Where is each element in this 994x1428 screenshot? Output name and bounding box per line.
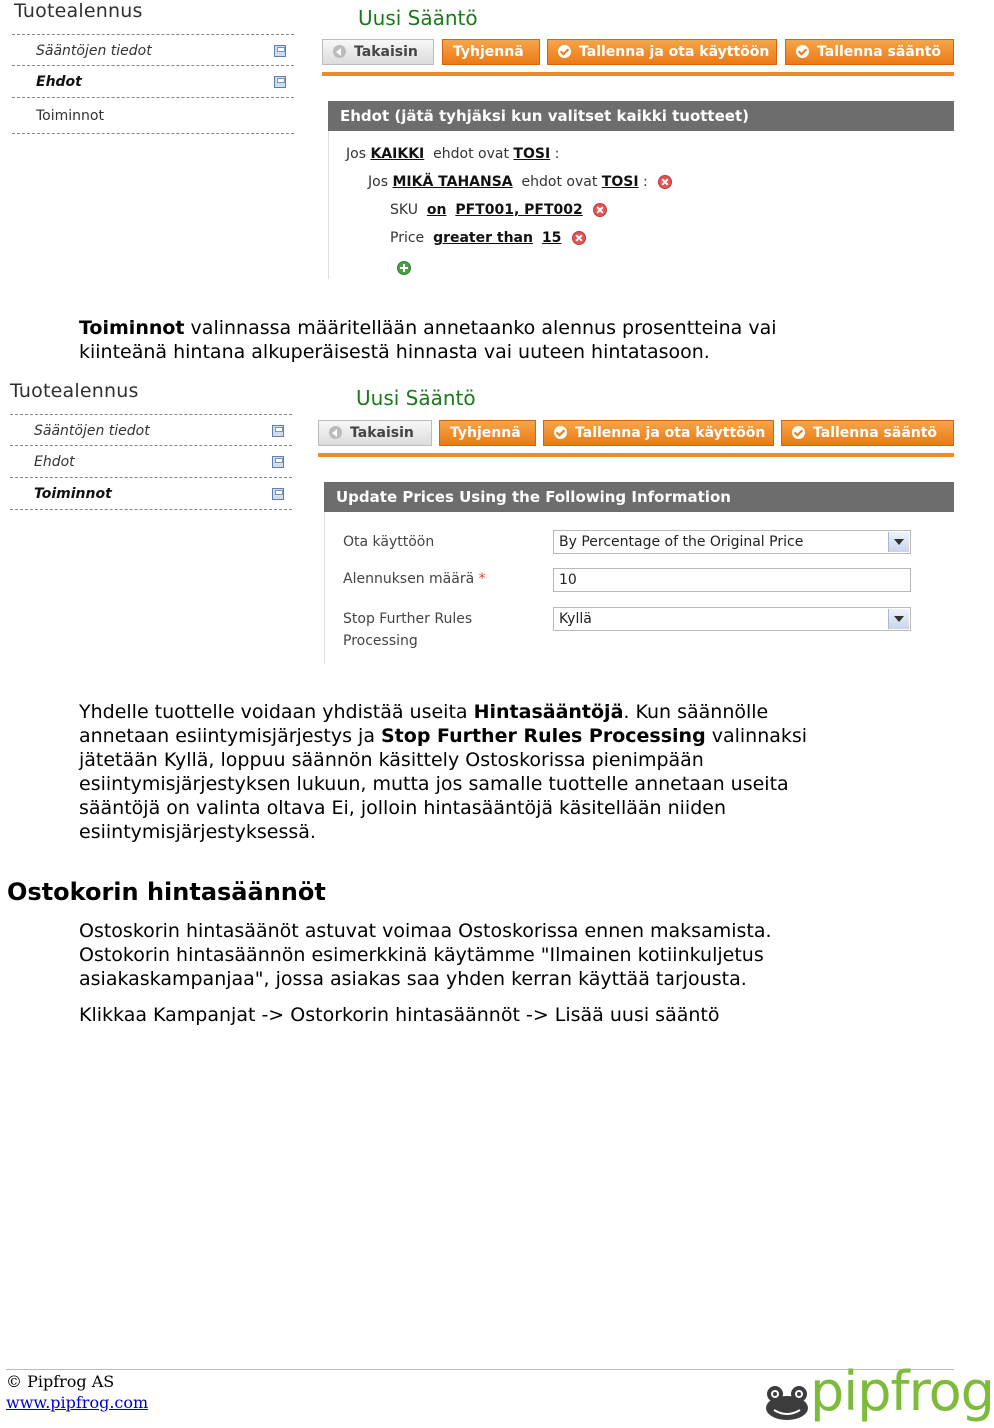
divider: [318, 453, 954, 457]
stop-processing-select[interactable]: Kyllä: [553, 607, 911, 631]
condition-root: Jos KAIKKI ehdot ovat TOSI :: [346, 146, 560, 162]
save-icon: [272, 456, 284, 468]
sidebar: [12, 34, 294, 134]
remove-icon[interactable]: [593, 203, 607, 217]
logo-text: pipfrog: [810, 1360, 994, 1423]
chevron-down-icon: [888, 609, 909, 629]
save-rule-button[interactable]: Tallenna sääntö: [785, 39, 954, 65]
condition-price: Price greater than 15: [390, 230, 586, 246]
frog-icon: [764, 1382, 810, 1422]
back-button[interactable]: Takaisin: [322, 39, 434, 65]
back-button[interactable]: Takaisin: [318, 420, 432, 446]
save-icon: [274, 45, 286, 57]
condition-group: Jos MIKÄ TAHANSA ehdot ovat TOSI :: [368, 174, 672, 190]
save-icon: [272, 488, 284, 500]
page-title: Uusi Sääntö: [356, 386, 476, 410]
page-title: Uusi Sääntö: [358, 6, 478, 30]
website-link[interactable]: www.pipfrog.com: [6, 1393, 149, 1412]
sidebar-item-conditions[interactable]: Ehdot: [10, 446, 292, 478]
check-icon: [796, 45, 809, 58]
save-and-activate-button[interactable]: Tallenna ja ota käyttöön: [543, 420, 774, 446]
add-condition-icon[interactable]: [397, 261, 411, 275]
save-and-activate-button[interactable]: Tallenna ja ota käyttöön: [547, 39, 777, 65]
save-rule-button[interactable]: Tallenna sääntö: [781, 420, 954, 446]
save-icon: [272, 425, 284, 437]
paragraph-price-rules: Yhdelle tuottelle voidaan yhdistää useita Hintasääntöjä. Kun säännölle annetaan esiintymisjärjestys ja Stop Further Rules Processing valinnaksi jätetään Kyllä, loppuu säännön käsittely Ostoskorissa pienimpään esiintymisjärjestyksen lukuun, mutta jos samalle tuottelle annetaan useita sääntöjä on valinta oltava Ei, jolloin hintasääntöjä käsitellään niiden esiintymisjärjestyksessä.: [79, 701, 808, 843]
footer-info: [6, 1371, 148, 1413]
chevron-down-icon: [888, 532, 909, 552]
back-arrow-icon: [333, 45, 346, 58]
operator-link[interactable]: on: [426, 202, 447, 218]
aggregator-link[interactable]: KAIKKI: [370, 146, 425, 162]
value-link[interactable]: 15: [541, 230, 562, 246]
back-arrow-icon: [329, 426, 342, 439]
sidebar-item-actions[interactable]: Toiminnot: [10, 478, 292, 510]
paragraph-actions: Toiminnot valinnassa määritellään annetaanko alennus prosentteina vai kiinteänä hintana alkuperäisestä hinnasta vai uuteen hintatasoon.: [79, 317, 777, 363]
remove-icon[interactable]: [572, 231, 586, 245]
value-link[interactable]: TOSI: [513, 146, 551, 162]
sidebar-title: Tuotealennus: [14, 0, 143, 22]
stop-processing-label: Stop Further Rules Processing: [343, 611, 473, 649]
save-icon: [274, 76, 286, 88]
sidebar: [10, 414, 292, 510]
apply-select[interactable]: By Percentage of the Original Price: [553, 530, 911, 554]
operator-link[interactable]: greater than: [433, 230, 533, 246]
copyright: © Pipfrog AS: [6, 1372, 115, 1391]
section-heading: Ostokorin hintasäännöt: [7, 878, 326, 906]
check-icon: [792, 426, 805, 439]
apply-label: Ota käyttöön: [343, 534, 435, 550]
discount-amount-input[interactable]: 10: [553, 568, 911, 592]
sidebar-item-rule-info[interactable]: Sääntöjen tiedot: [10, 414, 292, 446]
check-icon: [554, 426, 567, 439]
value-link[interactable]: PFT001, PFT002: [455, 202, 583, 218]
discount-amount-label: Alennuksen määrä *: [343, 571, 486, 587]
sidebar-item-actions[interactable]: Toiminnot: [12, 98, 294, 134]
value-link[interactable]: TOSI: [601, 174, 639, 190]
remove-icon[interactable]: [658, 175, 672, 189]
pipfrog-logo: [764, 1360, 994, 1424]
sidebar-item-rule-info[interactable]: Sääntöjen tiedot: [12, 34, 294, 66]
reset-button[interactable]: Tyhjennä: [442, 39, 540, 65]
sidebar-item-conditions[interactable]: Ehdot: [12, 66, 294, 98]
sidebar-title: Tuotealennus: [10, 380, 139, 402]
divider: [322, 72, 954, 76]
paragraph-cart-rules: Ostoskorin hintasäänöt astuvat voimaa Ostoskorissa ennen maksamista. Ostokorin hintasäännön esimerkkinä käytämme "Ilmainen kotiinkuljetus asiakaskampanjaa", jossa asiakas saa yhden kerran käyttää tarjousta. Klikkaa Kampanjat -> Ostorkorin hintasäännöt -> Lisää uusi sääntö: [79, 920, 772, 1026]
aggregator-link[interactable]: MIKÄ TAHANSA: [392, 174, 513, 190]
panel-title: Update Prices Using the Following Information: [324, 482, 954, 512]
reset-button[interactable]: Tyhjennä: [439, 420, 536, 446]
condition-sku: SKU on PFT001, PFT002: [390, 202, 607, 218]
panel-title: Ehdot (jätä tyhjäksi kun valitset kaikki tuotteet): [328, 101, 954, 131]
check-icon: [558, 45, 571, 58]
